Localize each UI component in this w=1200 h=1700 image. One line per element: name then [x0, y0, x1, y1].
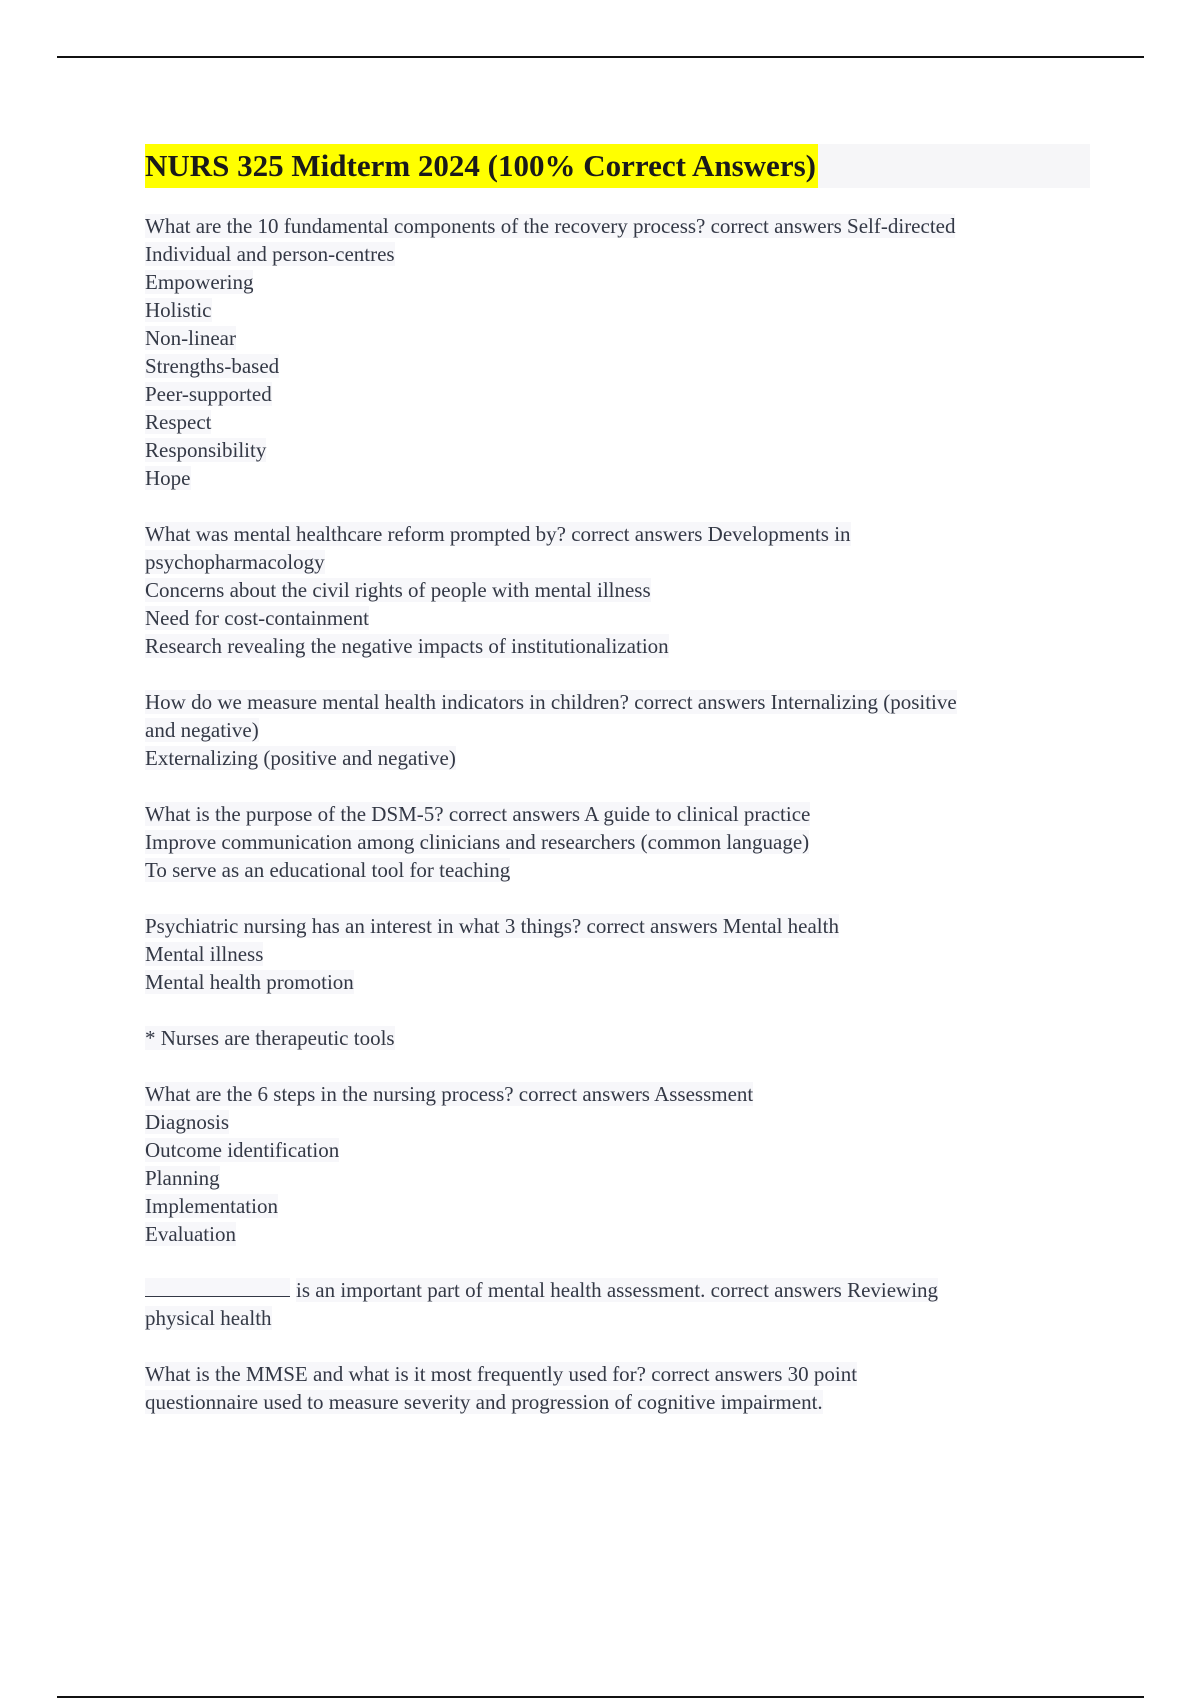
qa-line: Planning — [145, 1166, 220, 1190]
qa-line: What is the MMSE and what is it most frequently used for? correct answers 30 point — [145, 1362, 858, 1386]
qa-line: Hope — [145, 466, 191, 490]
qa-line: Peer-supported — [145, 382, 272, 406]
qa-line: Strengths-based — [145, 354, 280, 378]
qa-line: Evaluation — [145, 1222, 236, 1246]
qa-line: Outcome identification — [145, 1138, 340, 1162]
qa-line: What are the 10 fundamental components of the recovery process? correct answers Self-directed — [145, 214, 956, 238]
qa-line: To serve as an educational tool for teaching — [145, 858, 511, 882]
qa-line: Research revealing the negative impacts of institutionalization — [145, 634, 669, 658]
qa-line: Mental health promotion — [145, 970, 354, 994]
bottom-rule — [57, 1696, 1144, 1698]
fill-in-blank — [145, 1278, 290, 1297]
qa-line: is an important part of mental health assessment. correct answers Reviewing — [145, 1276, 1090, 1304]
qa-line: Responsibility — [145, 438, 267, 462]
top-rule — [57, 56, 1144, 58]
qa-item — [145, 800, 1090, 884]
qa-line: questionnaire used to measure severity and progression of cognitive impairment. — [145, 1390, 823, 1414]
qa-item — [145, 1360, 1090, 1416]
qa-item — [145, 1080, 1090, 1248]
title-bar — [145, 144, 1090, 188]
qa-item — [145, 520, 1090, 660]
document-body — [145, 144, 1090, 1444]
qa-item — [145, 912, 1090, 996]
document-title: NURS 325 Midterm 2024 (100% Correct Answers) — [145, 144, 818, 188]
qa-line: Diagnosis — [145, 1110, 229, 1134]
qa-line: psychopharmacology — [145, 550, 325, 574]
qa-line: What are the 6 steps in the nursing process? correct answers Assessment — [145, 1082, 754, 1106]
qa-line: Psychiatric nursing has an interest in what 3 things? correct answers Mental health — [145, 914, 839, 938]
qa-line: What is the purpose of the DSM-5? correct answers A guide to clinical practice — [145, 802, 811, 826]
qa-line: Implementation — [145, 1194, 278, 1218]
qa-line: Respect — [145, 410, 212, 434]
qa-line: How do we measure mental health indicators in children? correct answers Internalizing (positive — [145, 690, 957, 714]
qa-line: Concerns about the civil rights of people with mental illness — [145, 578, 651, 602]
qa-item — [145, 1276, 1090, 1332]
qa-item — [145, 212, 1090, 492]
qa-item — [145, 1024, 1090, 1052]
qa-line: Improve communication among clinicians and researchers (common language) — [145, 830, 810, 854]
qa-line: Holistic — [145, 298, 212, 322]
qa-line: Mental illness — [145, 942, 264, 966]
qa-line: Individual and person-centres — [145, 242, 395, 266]
qa-item — [145, 688, 1090, 772]
qa-line: Externalizing (positive and negative) — [145, 746, 456, 770]
qa-line: What was mental healthcare reform prompted by? correct answers Developments in — [145, 522, 851, 546]
qa-line: Non-linear — [145, 326, 236, 350]
qa-line: * Nurses are therapeutic tools — [145, 1026, 395, 1050]
qa-line: Need for cost-containment — [145, 606, 369, 630]
qa-list — [145, 212, 1090, 1416]
qa-line: and negative) — [145, 718, 259, 742]
qa-line: Empowering — [145, 270, 254, 294]
qa-line: physical health — [145, 1306, 272, 1330]
